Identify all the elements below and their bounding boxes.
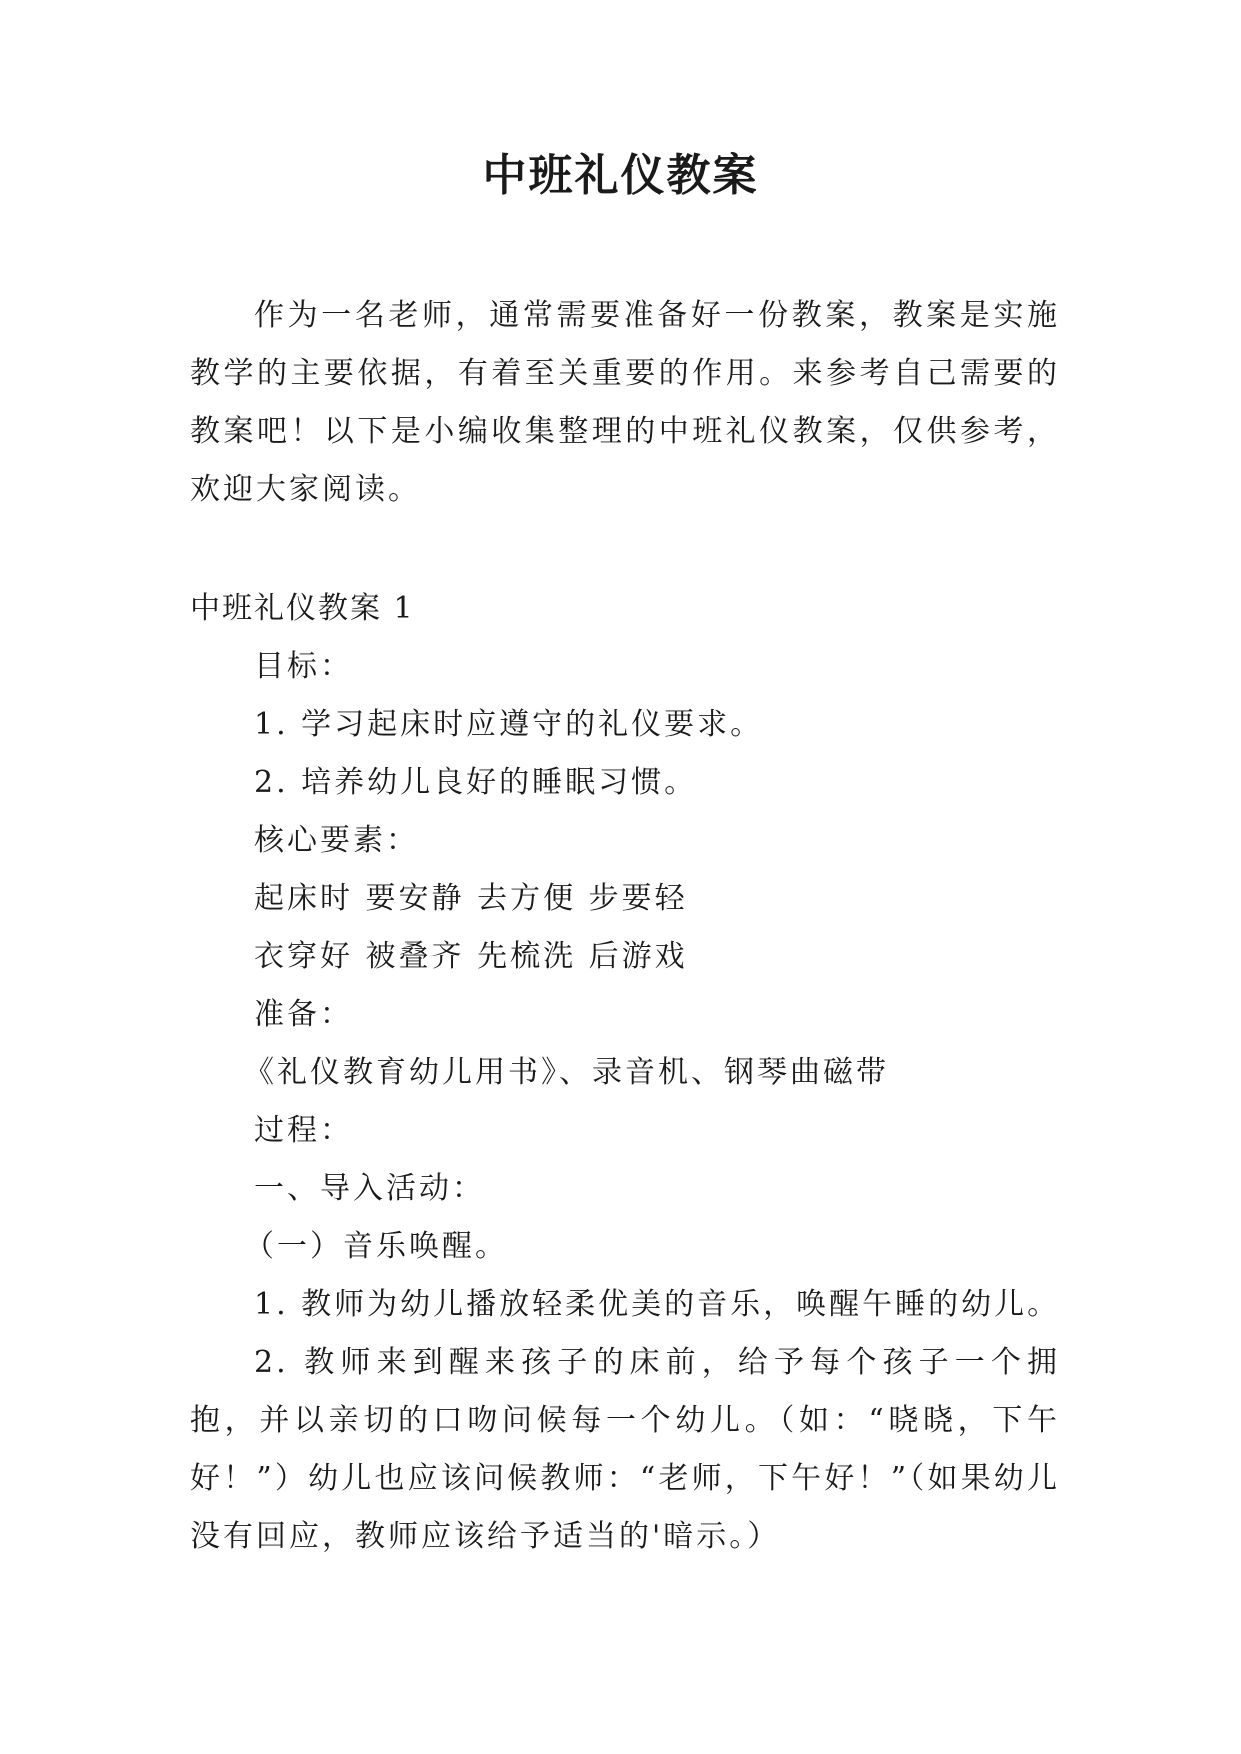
core-elements-line-1: 起床时 要安静 去方便 步要轻 xyxy=(254,881,688,916)
process-step-1: 一、导入活动： xyxy=(254,1171,485,1206)
section-heading: 中班礼仪教案 1 xyxy=(190,591,415,626)
goal-item-1: 1. 学习起床时应遵守的礼仪要求。 xyxy=(254,707,764,742)
process-item-1: 1. 教师为幼儿播放轻柔优美的音乐，唤醒午睡的幼儿。 xyxy=(254,1287,1061,1322)
core-elements-label: 核心要素： xyxy=(254,823,419,858)
core-elements-line-2: 衣穿好 被叠齐 先梳洗 后游戏 xyxy=(254,939,688,974)
process-label: 过程： xyxy=(254,1113,353,1148)
goals-label: 目标： xyxy=(254,649,353,684)
preparation-label: 准备： xyxy=(254,997,353,1032)
goal-item-2: 2. 培养幼儿良好的睡眠习惯。 xyxy=(254,765,698,800)
process-substep-1: （一）音乐唤醒。 xyxy=(244,1229,508,1264)
intro-paragraph: 作为一名老师，通常需要准备好一份教案，教案是实施教学的主要依据，有着至关重要的作用。来参考自己需要的教案吧！以下是小编收集整理的中班礼仪教案，仅供参考，欢迎大家阅读。 xyxy=(190,298,1060,507)
lesson-content xyxy=(190,638,1070,1566)
document-title: 中班礼仪教案 xyxy=(482,150,759,201)
process-item-2: 2. 教师来到醒来孩子的床前，给予每个孩子一个拥抱，并以亲切的口吻问候每一个幼儿。（如：“晓晓，下午好！”）幼儿也应该问候教师：“老师，下午好！”（如果幼儿没有回应，教师应该给予适当的'暗示。） xyxy=(190,1345,1060,1554)
preparation-items: 《礼仪教育幼儿用书》、录音机、钢琴曲磁带 xyxy=(244,1055,889,1090)
